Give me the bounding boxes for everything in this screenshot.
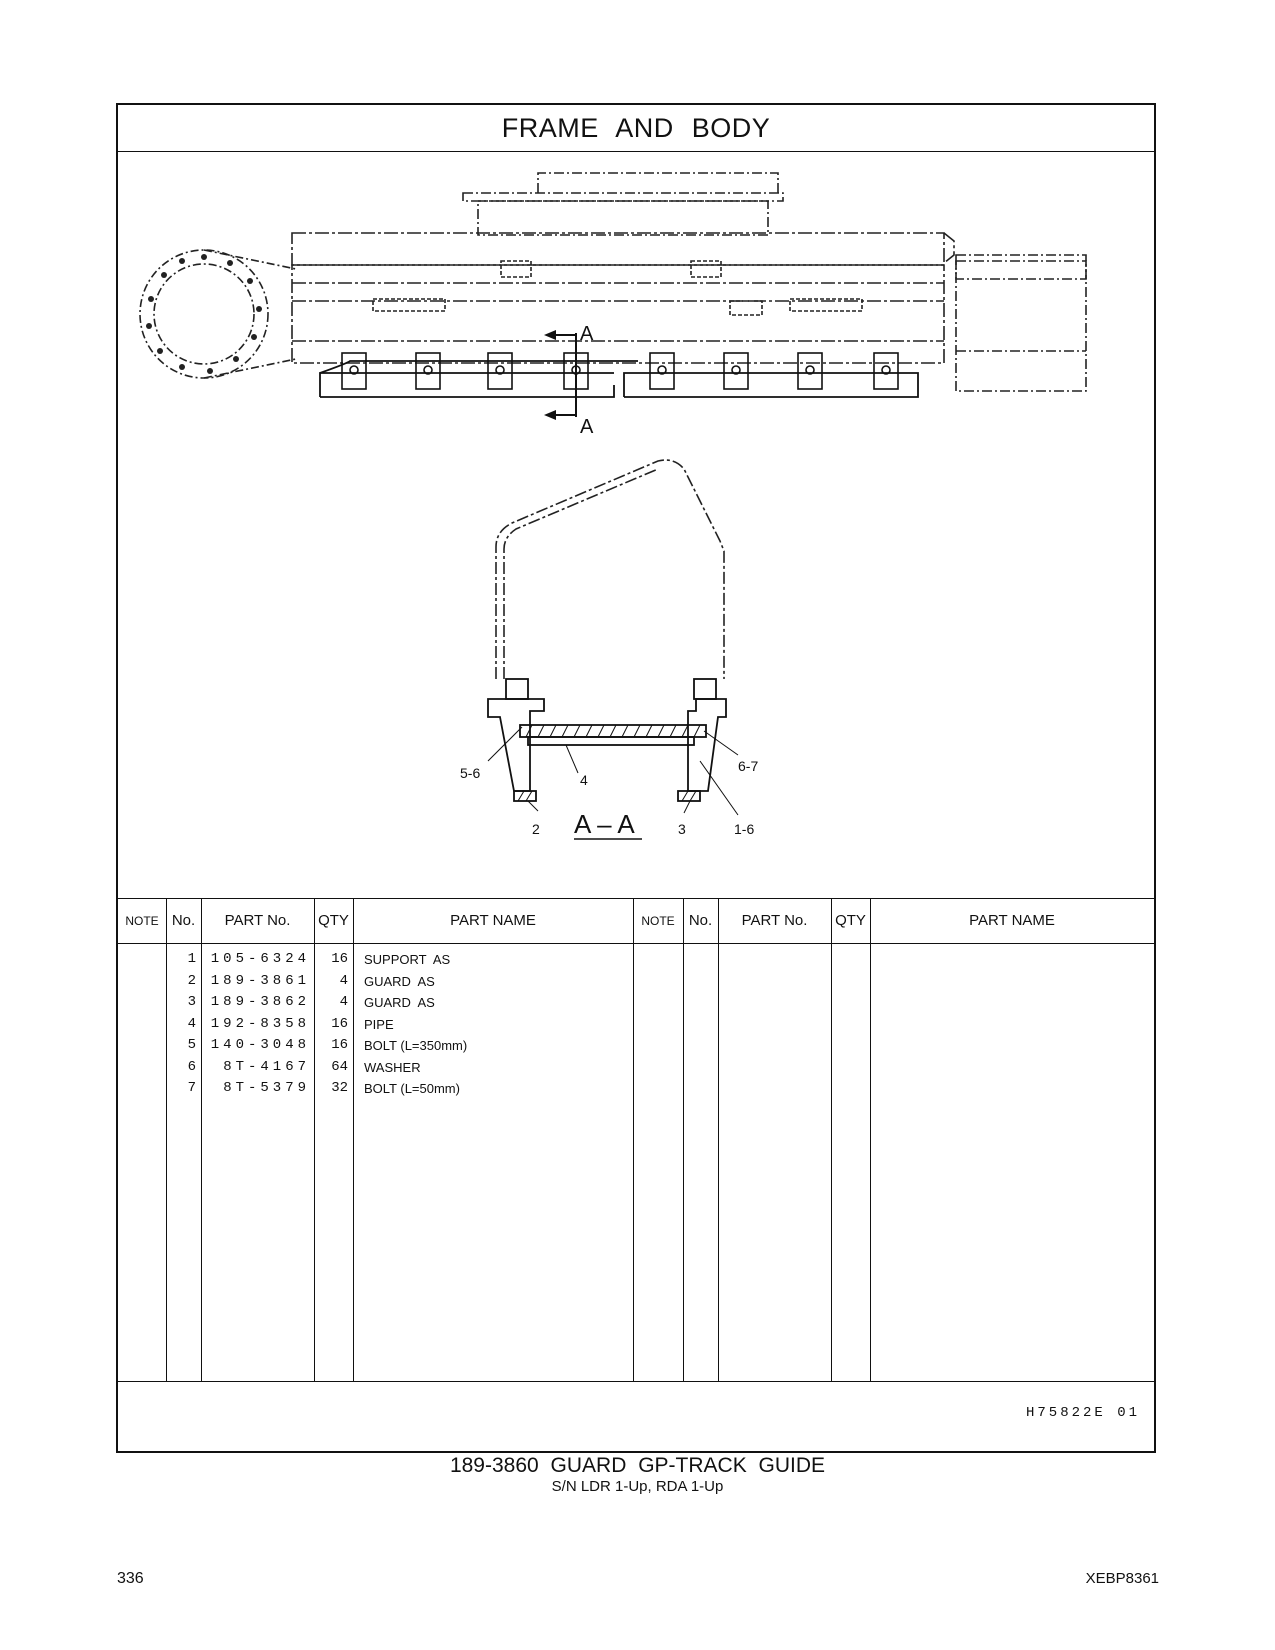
- support-brackets: [342, 353, 898, 389]
- table-row: [118, 1035, 1154, 1057]
- row-no: 2: [187, 972, 196, 989]
- header-part-no: PART No.: [224, 912, 291, 929]
- parts-table: [118, 898, 1154, 1382]
- row-no: 1: [187, 951, 196, 967]
- callout-6-7: 6-7: [738, 758, 759, 774]
- table-row: [118, 1078, 1154, 1100]
- row-no: 3: [187, 994, 196, 1010]
- document-code: XEBP8361: [1085, 1570, 1159, 1587]
- row-no: 5: [187, 1037, 196, 1053]
- header-part-no-right: PART No.: [741, 912, 808, 929]
- row-no: 6: [187, 1058, 196, 1075]
- technical-drawing: [118, 151, 1154, 898]
- drawing-code: H75822E 01: [1025, 1405, 1140, 1421]
- table-row: [118, 1014, 1154, 1036]
- page-number: 336: [117, 1570, 144, 1587]
- serial-range: S/N LDR 1-Up, RDA 1-Up: [551, 1478, 724, 1495]
- row-name: GUARD AS: [364, 995, 435, 1010]
- callout-5-6: 5-6: [460, 765, 481, 781]
- upper-housing: [463, 173, 783, 235]
- row-part-no: 189-3861: [210, 972, 310, 989]
- row-qty: 4: [339, 972, 348, 989]
- callout-4: 4: [580, 772, 588, 788]
- wheel-bolts: [146, 254, 262, 374]
- table-row: [118, 971, 1154, 993]
- frame-brackets: [373, 261, 862, 315]
- header-part-name-right: PART NAME: [969, 912, 1055, 929]
- section-title: A – A: [574, 809, 635, 839]
- row-qty: 64: [331, 1058, 348, 1075]
- row-qty: 16: [331, 951, 348, 967]
- idler-wheel: [140, 250, 296, 378]
- page-title: FRAME AND BODY: [118, 105, 1154, 152]
- row-name: BOLT (L=50mm): [364, 1081, 460, 1096]
- row-part-no: 192-8358: [210, 1015, 310, 1032]
- row-part-no: 8T-5379: [223, 1080, 310, 1096]
- row-name: WASHER: [364, 1059, 421, 1075]
- row-name: GUARD AS: [364, 973, 435, 989]
- row-qty: 16: [331, 1015, 348, 1032]
- row-part-no: 105-6324: [210, 951, 310, 967]
- callout-3: 3: [678, 821, 686, 837]
- header-qty-right: QTY: [835, 912, 866, 929]
- row-name: BOLT (L=350mm): [364, 1038, 468, 1053]
- section-view: [496, 460, 724, 679]
- row-no: 4: [187, 1015, 196, 1032]
- row-name: PIPE: [364, 1016, 394, 1032]
- row-qty: 32: [331, 1080, 348, 1096]
- parts-page-frame: [116, 103, 1156, 1453]
- row-part-no: 189-3862: [210, 994, 310, 1010]
- section-parts: [488, 679, 726, 801]
- right-end-block: [956, 255, 1086, 391]
- header-no: No.: [171, 912, 196, 929]
- row-no: 7: [187, 1080, 196, 1096]
- section-cut-line: [550, 333, 576, 417]
- header-note-right: NOTE: [641, 914, 675, 928]
- group-title: 189-3860 GUARD GP-TRACK GUIDE: [449, 1454, 826, 1477]
- section-label-bottom: A: [580, 416, 594, 438]
- row-part-no: 8T-4167: [223, 1058, 310, 1075]
- main-frame: [292, 233, 954, 363]
- callout-1-6: 1-6: [734, 821, 755, 837]
- row-qty: 16: [331, 1037, 348, 1053]
- row-part-no: 140-3048: [210, 1037, 310, 1053]
- section-label-top: A: [580, 323, 594, 345]
- header-note: NOTE: [125, 914, 159, 928]
- header-no-right: No.: [688, 912, 713, 929]
- header-part-name: PART NAME: [450, 912, 536, 929]
- row-qty: 4: [339, 994, 348, 1010]
- table-row: [118, 949, 1154, 971]
- table-row: [118, 1057, 1154, 1079]
- row-name: SUPPORT AS: [364, 952, 451, 967]
- table-row: [118, 992, 1154, 1014]
- callout-2: 2: [532, 821, 540, 837]
- track-guide-rail: [320, 361, 918, 397]
- header-qty: QTY: [318, 912, 349, 929]
